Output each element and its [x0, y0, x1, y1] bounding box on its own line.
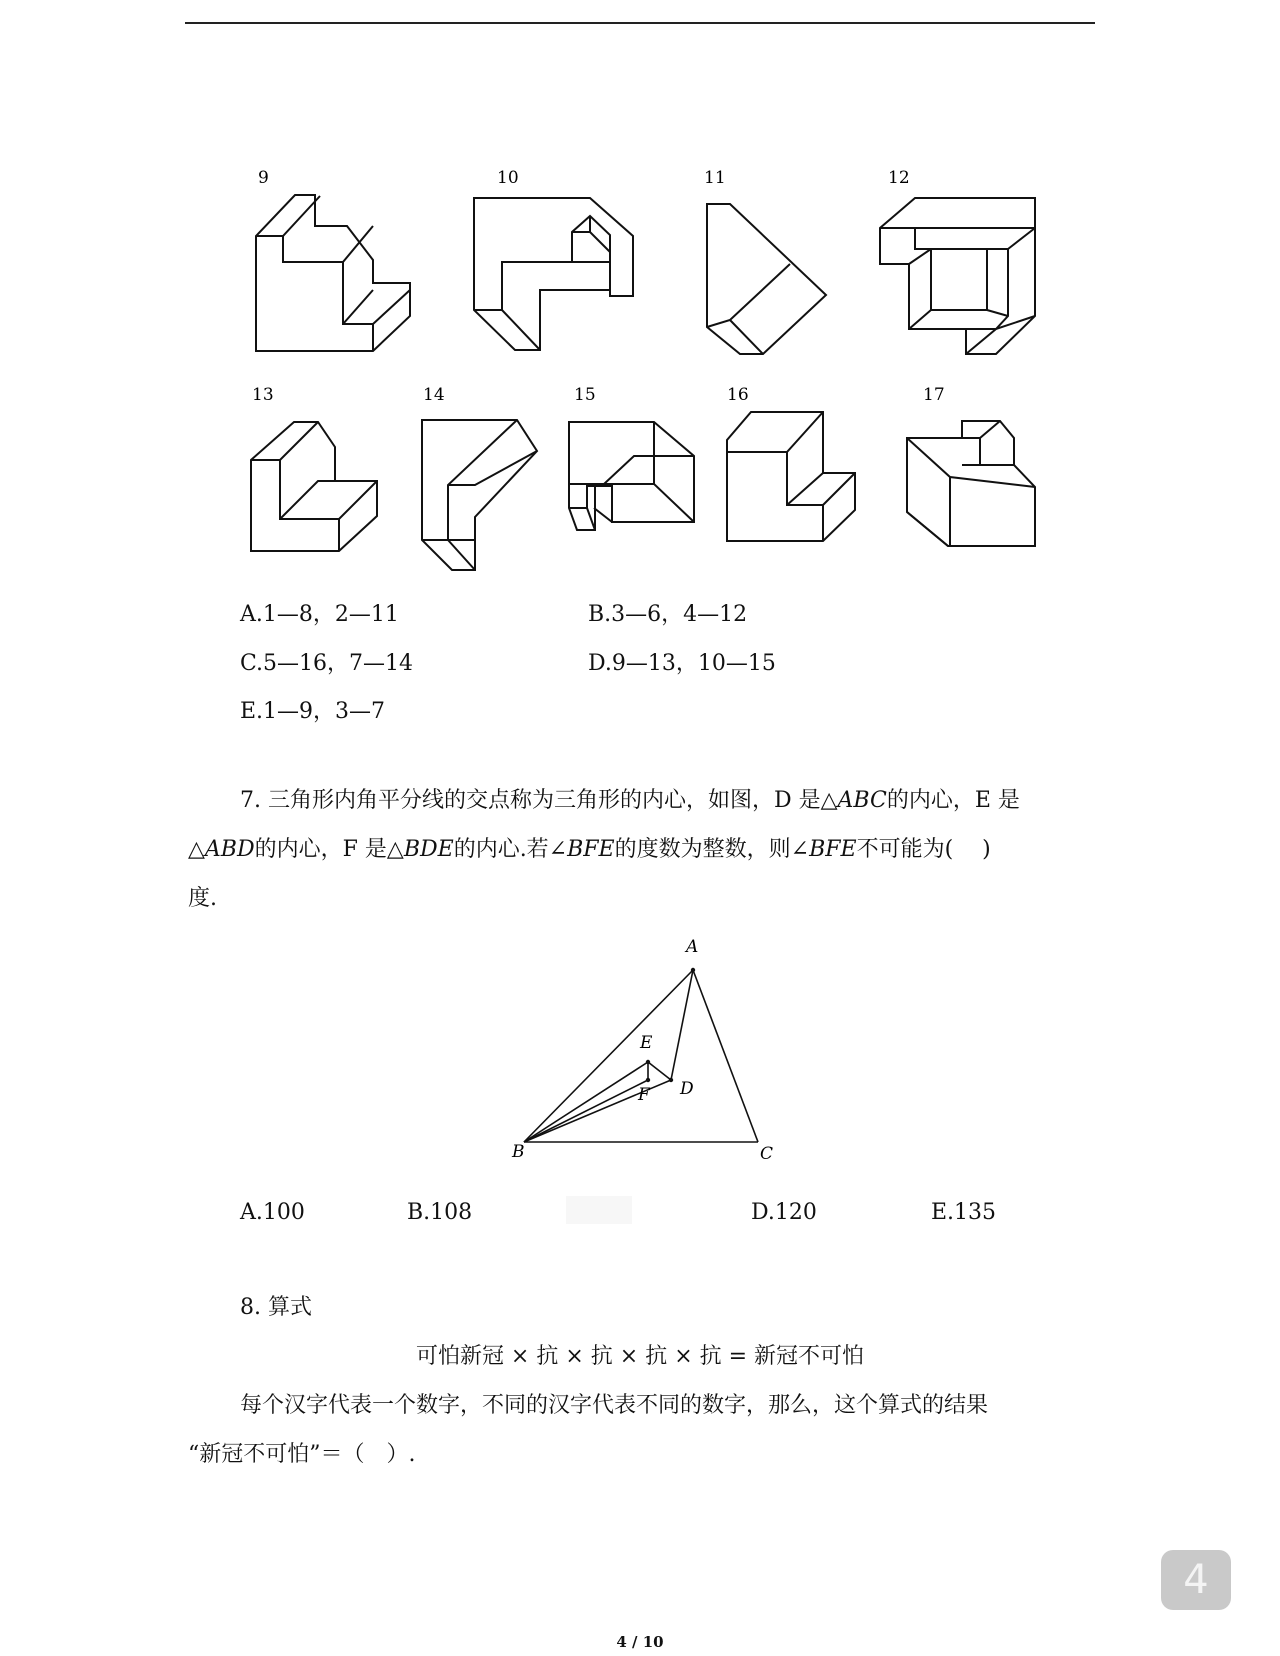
solid-shape-16	[727, 412, 855, 541]
q7-text: △	[188, 837, 205, 862]
q7-text: 的内心.若∠	[453, 837, 568, 862]
label-a: A	[686, 937, 699, 957]
triangle-lines	[524, 970, 758, 1142]
q6-option-b: B.3—6，4—12	[588, 602, 748, 627]
q7-math: BDE	[403, 837, 454, 862]
solid-shape-10	[474, 198, 633, 350]
label-e: E	[640, 1033, 653, 1053]
page-indicator: 4 / 10	[616, 1633, 664, 1651]
q8-title: 8. 算式	[240, 1295, 312, 1320]
figure-label-15: 15	[574, 385, 596, 405]
solid-shape-13	[251, 422, 377, 551]
figure-label-13: 13	[252, 385, 274, 405]
q7-math: BFE	[809, 837, 857, 862]
q7-option-e: E.135	[931, 1200, 997, 1225]
solid-shape-12	[880, 198, 1035, 354]
figure-label-16: 16	[727, 385, 749, 405]
q7-line-2	[188, 825, 1093, 874]
q6-option-e: E.1—9，3—7	[240, 699, 386, 724]
q7-math: ABD	[204, 837, 255, 862]
q7-text: 的内心，E 是	[886, 788, 1020, 813]
q7-text: 的度数为整数，则∠	[614, 837, 810, 862]
solid-shape-15	[569, 422, 694, 530]
solid-shape-17	[907, 421, 1035, 546]
figure-label-10: 10	[497, 168, 519, 188]
point-e	[646, 1060, 650, 1064]
triangle-diagram	[500, 930, 800, 1170]
q7-option-b: B.108	[407, 1200, 473, 1225]
q7-text: 7. 三角形内角平分线的交点称为三角形的内心，如图，D 是△	[240, 788, 838, 813]
label-f: F	[638, 1085, 650, 1105]
page-number-badge[interactable]: 4	[1161, 1550, 1231, 1610]
label-c: C	[760, 1144, 774, 1164]
q6-option-c: C.5—16，7—14	[240, 651, 414, 676]
erased-option-smudge	[566, 1196, 632, 1224]
q7-text: 的内心，F 是△	[254, 837, 404, 862]
q7-option-a: A.100	[240, 1200, 305, 1225]
solid-shape-11	[707, 204, 826, 354]
point-f	[646, 1078, 650, 1082]
solid-shape-14	[422, 420, 537, 570]
label-b: B	[512, 1142, 525, 1162]
point-a	[691, 968, 695, 972]
figure-label-14: 14	[423, 385, 445, 405]
figure-label-11: 11	[704, 168, 726, 188]
q8-description-line-1: 每个汉字代表一个数字，不同的汉字代表不同的数字，那么，这个算式的结果	[240, 1393, 989, 1418]
figure-label-9: 9	[258, 168, 269, 188]
solid-shape-9	[256, 195, 410, 351]
point-d	[669, 1078, 673, 1082]
q8-description-line-2: “新冠不可怕”＝（ ）.	[188, 1442, 416, 1467]
q7-option-d: D.120	[751, 1200, 817, 1225]
q7-math: BFE	[567, 837, 615, 862]
q7-line-3: 度.	[188, 886, 217, 911]
q6-option-d: D.9—13，10—15	[588, 651, 776, 676]
q7-math: ABC	[837, 788, 887, 813]
figure-label-17: 17	[923, 385, 945, 405]
figure-label-12: 12	[888, 168, 910, 188]
q7-question	[188, 776, 1093, 923]
q7-text: 不可能为( )	[856, 837, 991, 862]
q8-equation: 可怕新冠 × 抗 × 抗 × 抗 × 抗 = 新冠不可怕	[415, 1344, 865, 1369]
solids-figure-grid	[0, 0, 1280, 580]
q7-line-1	[188, 776, 1093, 825]
q6-option-a: A.1—8，2—11	[240, 602, 399, 627]
label-d: D	[680, 1079, 694, 1099]
